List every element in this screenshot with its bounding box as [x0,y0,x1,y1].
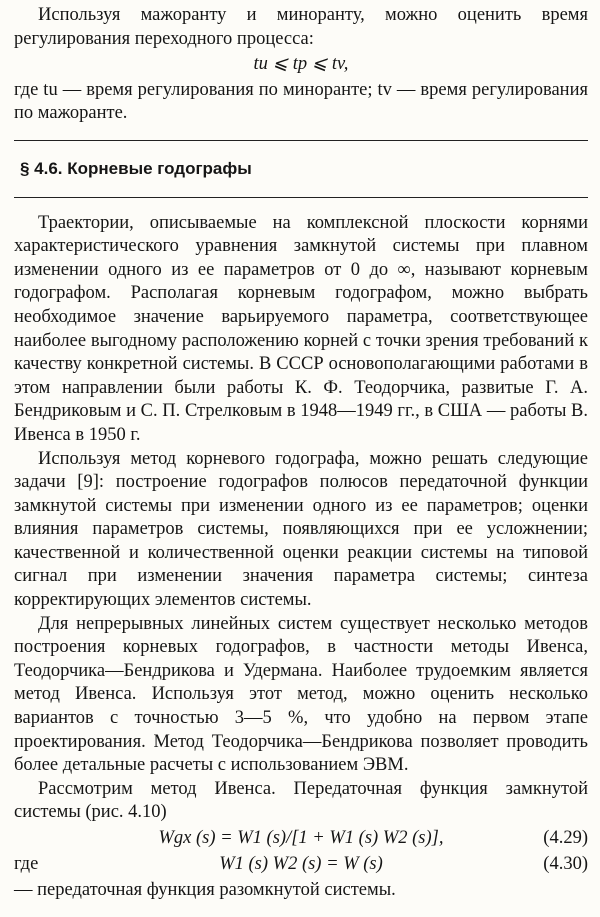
intro-paragraph: Используя мажоранту и миноранту, можно оценить время регулирования переходного процесса: [14,5,588,49]
paragraph-1: Траектории, описываемые на комплексной плоскости корнями характеристического уравнения замкнутой системы при плавном изменении одного из ее параметров от 0 до ∞, называют корневым годографом. Располагая корневым годографом, можно выбрать необходимое значение варьируемого параметра, соответствующее наиболее выгодному расположению корней с точки зрения требований к качеству конкретной системы. В СССР основополагающими работами в этом направлении были работы К. Ф. Теодорчика, развитые Г. А. Бендриковым и С. П. Стрелковым в 1948—1949 гг., в США — работы В. Ивенса в 1950 г. [14,212,588,445]
equation-lead: где [14,854,39,874]
paragraph-2: Используя метод корневого годографа, можно решать следующие задачи [9]: построение годографов полюсов передаточной функции замкнутой системы при изменении одного из ее параметров; оценки влияния параметров системы, появляющихся при ее усложнении; качественной и количественной оценки реакции системы на типовой сигнал при изменении значения параметра системы; синтеза корректирующих элементов системы. [14,448,588,611]
closing-line: — передаточная функция разомкнутой системы. [14,880,396,900]
paragraph-4: Рассмотрим метод Ивенса. Передаточная функция замкнутой системы (рис. 4.10) [14,778,588,823]
equation-expression: Wgx (s) = W1 (s)/[1 + W1 (s) W2 (s)], [158,828,444,848]
intro-definitions: где tu — время регулирования по миноранте; tv — время регулирования по мажоранте. [14,79,588,124]
equation-4-29 [14,827,588,851]
section-heading: § 4.6. Корневые годографы [20,158,252,178]
book-page [14,4,588,903]
equation-number: (4.30) [543,854,588,874]
equation-4-30 [14,853,588,877]
paragraph-3: Для непрерывных линейных систем существует несколько методов построения корневых годографов, в частности методы Ивенса, Теодорчика—Бендрикова и Удермана. Наиболее трудоемким является метод Ивенса. Используя этот метод, можно оценить несколько вариантов с точностью 3—5 %, что удобно на первом этапе проектирования. Метод Теодорчика—Бендрикова позволяет проводить более детальные расчеты с использованием ЭВМ. [14,613,588,776]
equation-number: (4.29) [543,828,588,848]
equation-expression: W1 (s) W2 (s) = W (s) [219,854,383,874]
time-bound-formula: tu ⩽ tр ⩽ tv, [253,54,349,75]
